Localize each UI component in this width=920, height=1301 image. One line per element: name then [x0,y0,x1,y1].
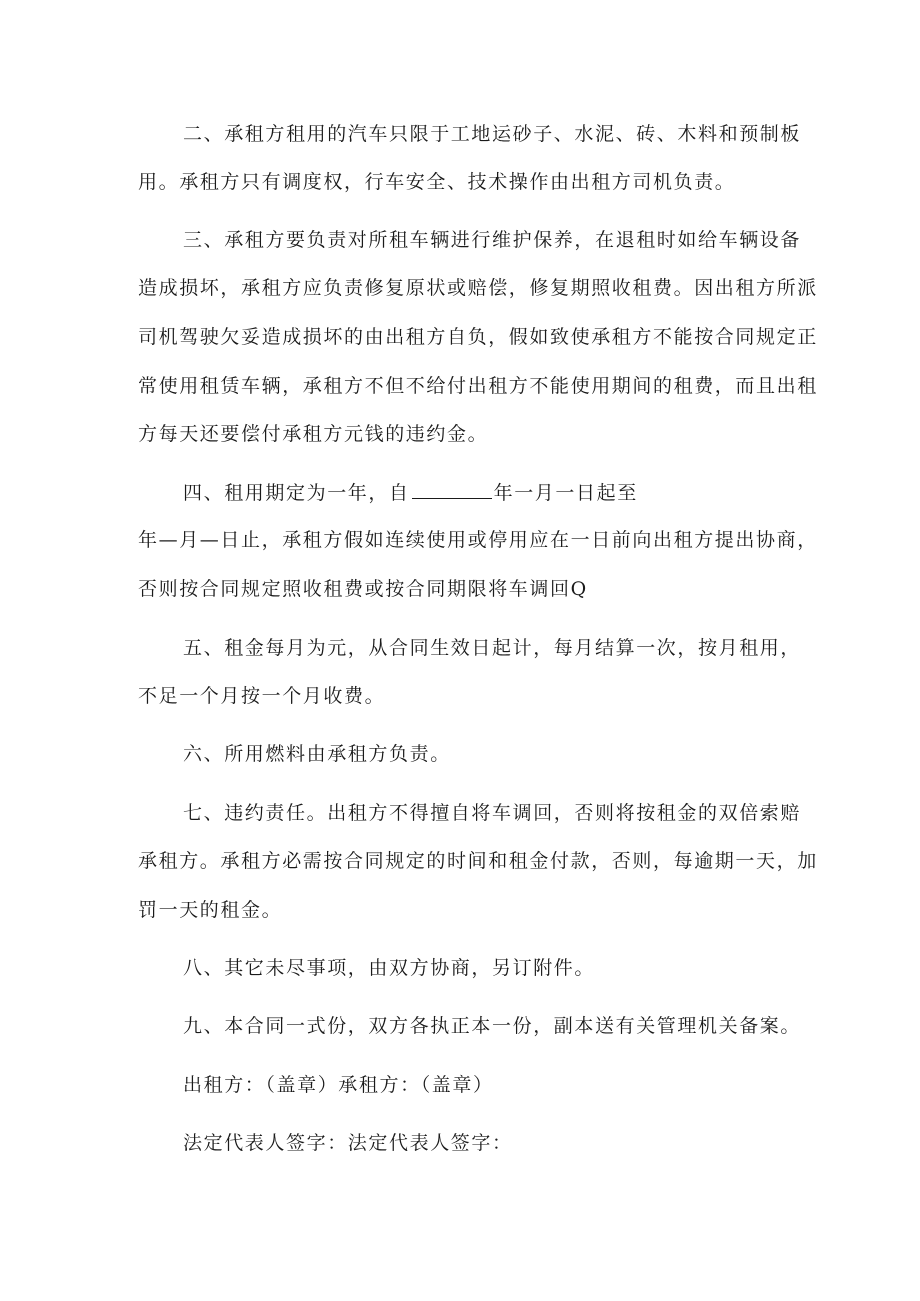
clause-7-line-2: 承租方。承租方必需按合同规定的时间和租金付款，否则，每逾期一天，加 [138,850,818,872]
clause-7-line-1: 七、违约责任。出租方不得擅自将车调回，否则将按租金的双倍索赔 [183,802,802,824]
clause-3-line-5: 方每天还要偿付承租方元钱的违约金。 [138,423,489,445]
clause-4-line-2: 年—月—日止，承租方假如连续使用或停用应在一日前向出租方提出协商， [138,529,818,551]
start-year-blank [412,480,492,499]
clause-5-line-1: 五、租金每月为元，从合同生效日起计，每月结算一次，按月租用， [183,637,802,659]
clause-8-line-1: 八、其它未尽事项，由双方协商，另订附件。 [183,957,596,979]
clause-2-line-1: 二、承租方租用的汽车只限于工地运砂子、水泥、砖、木料和预制板 [183,123,802,145]
clause-3-line-1: 三、承租方要负责对所租车辆进行维护保养，在退租时如给车辆设备 [183,229,802,251]
clause-2-line-2: 用。承租方只有调度权，行车安全、技术操作由出租方司机负责。 [138,171,736,193]
clause-4-line-1-end: 年一月一日起至 [493,482,638,504]
clause-4-line-1-start: 四、租用期定为一年，自 [183,482,410,504]
clause-3-line-2: 造成损坏，承租方应负责修复原状或赔偿，修复期照收租费。因出租方所派 [138,277,818,299]
parties-seal-line: 出租方：（盖章）承租方：（盖章） [183,1074,494,1096]
clause-9-line-1: 九、本合同一式份，双方各执正本一份，副本送有关管理机关备案。 [183,1015,802,1037]
clause-6-line-1: 六、所用燃料由承租方负责。 [183,743,451,765]
clause-4-line-1 [183,480,638,505]
clause-5-line-2: 不足一个月按一个月收费。 [138,685,386,707]
representative-signature-line: 法定代表人签字：法定代表人签字： [183,1132,513,1154]
clause-3-line-3: 司机驾驶欠妥造成损坏的由出租方自负，假如致使承租方不能按合同规定正 [138,326,818,348]
clause-3-line-4: 常使用租赁车辆，承租方不但不给付出租方不能使用期间的租费，而且出租 [138,375,818,397]
clause-7-line-3: 罚一天的租金。 [138,899,283,921]
clause-4-line-3: 否则按合同规定照收租费或按合同期限将车调回Q [138,578,588,600]
